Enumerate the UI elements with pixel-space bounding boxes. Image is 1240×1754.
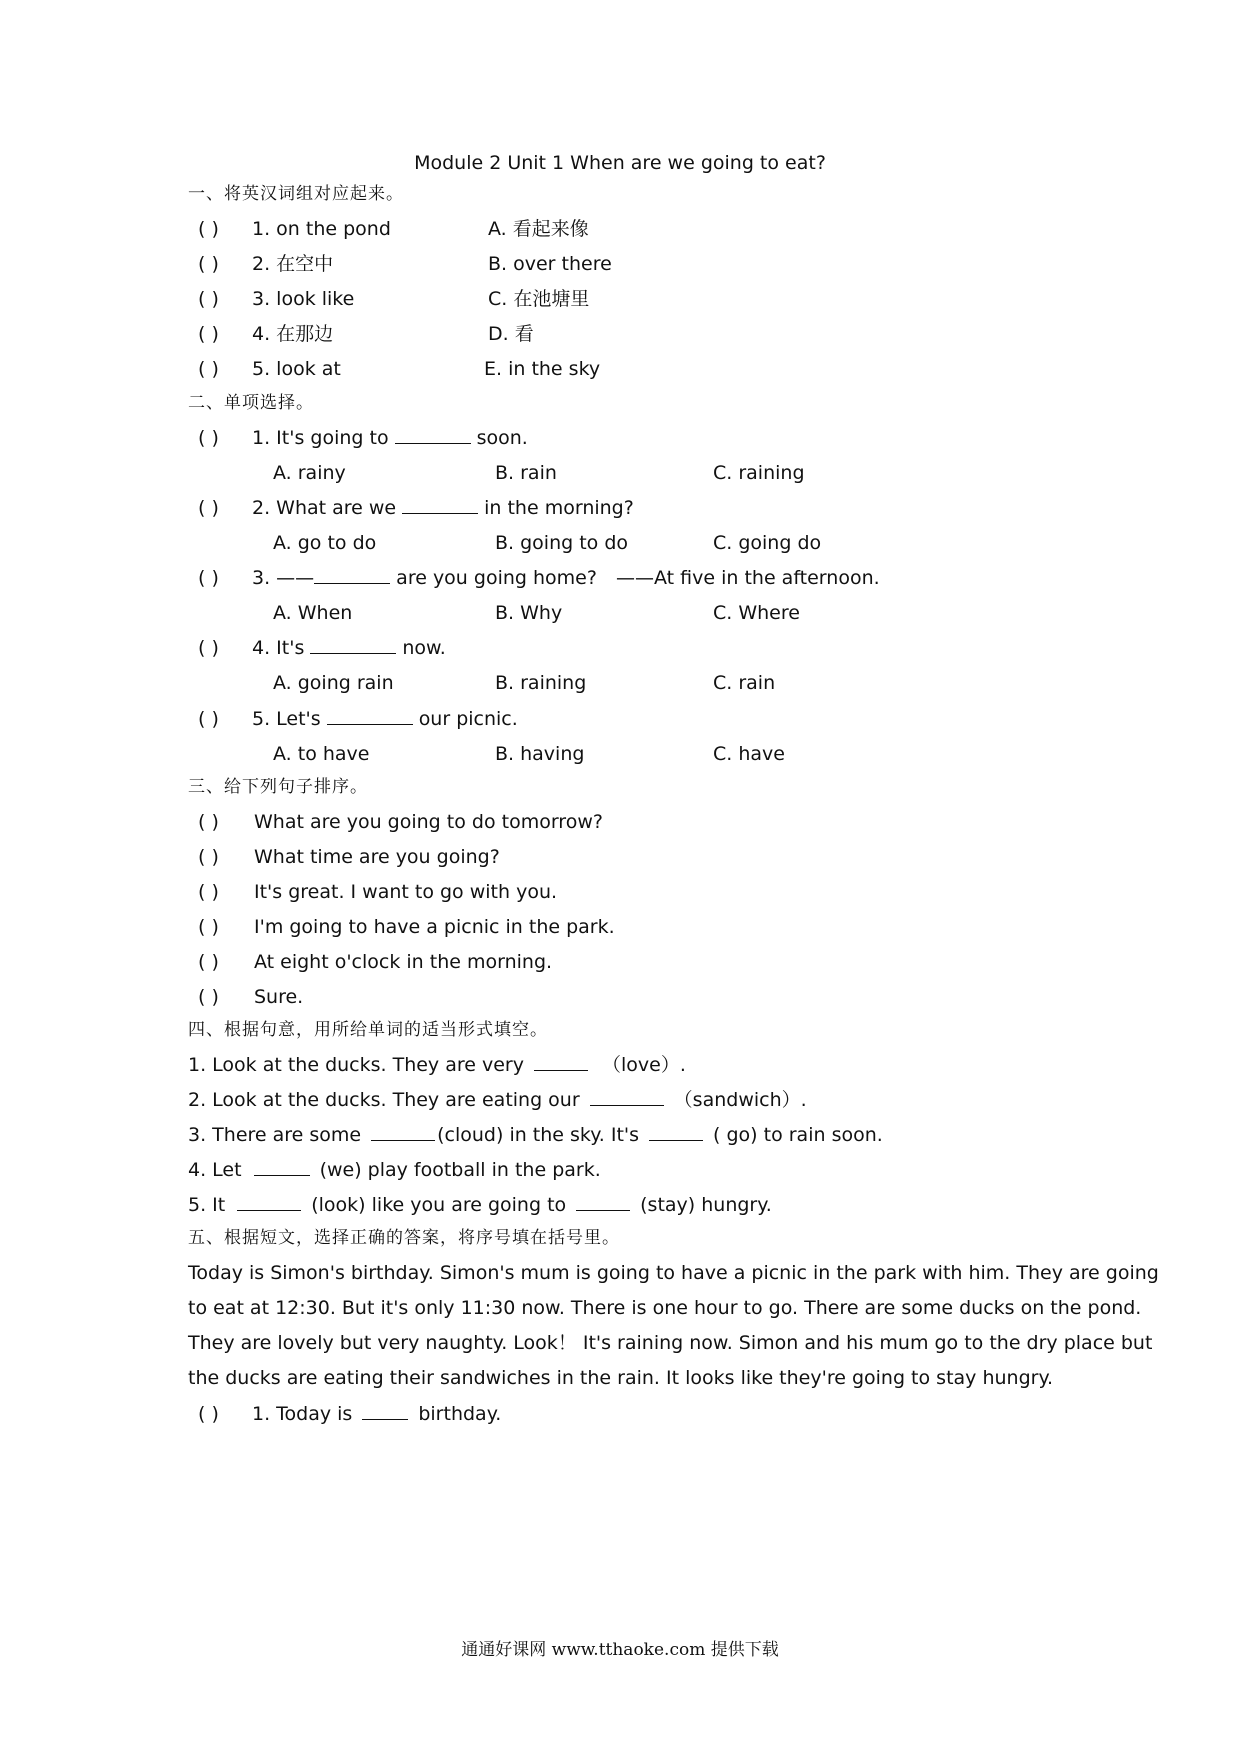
match-row-1 bbox=[198, 215, 219, 243]
question-5 bbox=[252, 705, 518, 733]
passage-line-1: Today is Simon's birthday. Simon's mum is going to have a picnic in the park with him. They are going bbox=[188, 1262, 1159, 1284]
option-a: A. When bbox=[273, 602, 353, 624]
order-sentence-3: It's great. I want to go with you. bbox=[254, 881, 558, 903]
fill-sentence-2 bbox=[188, 1086, 807, 1114]
answer-blank[interactable] bbox=[237, 1192, 301, 1211]
answer-paren: ( ) bbox=[198, 708, 219, 730]
section1-heading: 一、将英汉词组对应起来。 bbox=[188, 184, 404, 204]
sentence-text: ( go) to rain soon. bbox=[713, 1124, 883, 1146]
answer-blank[interactable] bbox=[314, 565, 390, 584]
option-c: C. raining bbox=[713, 462, 805, 484]
page-footer: 通通好课网 www.tthaoke.com 提供下载 bbox=[461, 1640, 779, 1660]
answer-paren: ( ) bbox=[198, 951, 219, 973]
answer-paren: ( ) bbox=[198, 288, 219, 310]
reading-question-1 bbox=[252, 1400, 501, 1428]
answer-blank[interactable] bbox=[310, 635, 396, 654]
section3-heading: 三、给下列句子排序。 bbox=[188, 777, 368, 797]
answer-paren: ( ) bbox=[198, 1403, 219, 1425]
question-text: now. bbox=[402, 637, 446, 659]
answer-blank[interactable] bbox=[327, 706, 413, 725]
question-text: our picnic. bbox=[418, 708, 518, 730]
sentence-text: 1. Look at the ducks. They are very bbox=[188, 1054, 524, 1076]
answer-blank[interactable] bbox=[402, 495, 478, 514]
sentence-text: 3. There are some bbox=[188, 1124, 362, 1146]
page-title: Module 2 Unit 1 When are we going to eat? bbox=[414, 152, 826, 174]
match-left-1: 1. on the pond bbox=[252, 218, 391, 240]
match-left-5: 5. look at bbox=[252, 358, 341, 380]
match-right-4: D. 看 bbox=[488, 323, 534, 345]
match-left-4: 4. 在那边 bbox=[252, 323, 334, 345]
option-b: B. raining bbox=[495, 672, 587, 694]
option-c: C. going do bbox=[713, 532, 822, 554]
option-a: A. rainy bbox=[273, 462, 346, 484]
sentence-text: 2. Look at the ducks. They are eating our bbox=[188, 1089, 580, 1111]
match-right-2: B. over there bbox=[488, 253, 612, 275]
question-text: 4. It's bbox=[252, 637, 305, 659]
answer-paren: ( ) bbox=[198, 358, 219, 380]
match-right-1: A. 看起来像 bbox=[488, 218, 589, 240]
option-b: B. Why bbox=[495, 602, 563, 624]
answer-paren: ( ) bbox=[198, 218, 219, 240]
match-left-2: 2. 在空中 bbox=[252, 253, 334, 275]
sentence-text: 4. Let bbox=[188, 1159, 242, 1181]
answer-blank[interactable] bbox=[371, 1122, 435, 1141]
answer-paren: ( ) bbox=[198, 497, 219, 519]
passage-line-3: They are lovely but very naughty. Look！ It's raining now. Simon and his mum go to the dry place but bbox=[188, 1332, 1153, 1354]
fill-sentence-4 bbox=[188, 1156, 601, 1184]
answer-blank[interactable] bbox=[254, 1157, 310, 1176]
sentence-text: 5. It bbox=[188, 1194, 226, 1216]
question-text: 3. —— bbox=[252, 567, 315, 589]
answer-paren: ( ) bbox=[198, 253, 219, 275]
question-3-reply: ——At five in the afternoon. bbox=[616, 567, 880, 589]
option-b: B. going to do bbox=[495, 532, 629, 554]
fill-sentence-5 bbox=[188, 1191, 772, 1219]
section4-heading: 四、根据句意，用所给单词的适当形式填空。 bbox=[188, 1020, 548, 1040]
order-sentence-2: What time are you going? bbox=[254, 846, 500, 868]
question-text: 5. Let's bbox=[252, 708, 321, 730]
option-c: C. have bbox=[713, 743, 785, 765]
sentence-text: （sandwich）. bbox=[673, 1089, 807, 1111]
option-a: A. going rain bbox=[273, 672, 394, 694]
question-text: 2. What are we bbox=[252, 497, 397, 519]
answer-blank[interactable] bbox=[576, 1192, 630, 1211]
answer-blank[interactable] bbox=[590, 1087, 664, 1106]
question-4 bbox=[252, 634, 446, 662]
match-right-5: E. in the sky bbox=[484, 358, 601, 380]
question-1 bbox=[252, 424, 528, 452]
option-c: C. Where bbox=[713, 602, 800, 624]
answer-blank[interactable] bbox=[362, 1401, 408, 1420]
section2-heading: 二、单项选择。 bbox=[188, 393, 314, 413]
passage-line-4: the ducks are eating their sandwiches in the rain. It looks like they're going to stay hungry. bbox=[188, 1367, 1054, 1389]
order-sentence-5: At eight o'clock in the morning. bbox=[254, 951, 553, 973]
question-text: birthday. bbox=[418, 1403, 502, 1425]
sentence-text: （love）. bbox=[601, 1054, 686, 1076]
sentence-text: (stay) hungry. bbox=[640, 1194, 772, 1216]
answer-blank[interactable] bbox=[649, 1122, 703, 1141]
question-text: soon. bbox=[476, 427, 528, 449]
answer-paren: ( ) bbox=[198, 986, 219, 1008]
answer-paren: ( ) bbox=[198, 637, 219, 659]
question-text: are you going home? bbox=[396, 567, 597, 589]
fill-sentence-1 bbox=[188, 1051, 686, 1079]
question-text: in the morning? bbox=[484, 497, 634, 519]
option-a: A. to have bbox=[273, 743, 370, 765]
section5-heading: 五、根据短文，选择正确的答案，将序号填在括号里。 bbox=[188, 1228, 620, 1248]
sentence-text: (we) play football in the park. bbox=[319, 1159, 601, 1181]
order-sentence-1: What are you going to do tomorrow? bbox=[254, 811, 603, 833]
answer-paren: ( ) bbox=[198, 427, 219, 449]
option-c: C. rain bbox=[713, 672, 776, 694]
question-text: 1. Today is bbox=[252, 1403, 353, 1425]
order-sentence-6: Sure. bbox=[254, 986, 304, 1008]
question-3 bbox=[252, 564, 597, 592]
answer-blank[interactable] bbox=[534, 1052, 588, 1071]
question-2 bbox=[252, 494, 634, 522]
match-left-3: 3. look like bbox=[252, 288, 355, 310]
passage-line-2: to eat at 12:30. But it's only 11:30 now. There is one hour to go. There are some ducks on the pond. bbox=[188, 1297, 1142, 1319]
question-text: 1. It's going to bbox=[252, 427, 389, 449]
match-right-3: C. 在池塘里 bbox=[488, 288, 590, 310]
answer-paren: ( ) bbox=[198, 881, 219, 903]
answer-paren: ( ) bbox=[198, 811, 219, 833]
answer-blank[interactable] bbox=[395, 425, 471, 444]
sentence-text: (look) like you are going to bbox=[311, 1194, 567, 1216]
option-a: A. go to do bbox=[273, 532, 377, 554]
option-b: B. rain bbox=[495, 462, 557, 484]
answer-paren: ( ) bbox=[198, 323, 219, 345]
sentence-text: (cloud) in the sky. It's bbox=[437, 1124, 640, 1146]
option-b: B. having bbox=[495, 743, 585, 765]
order-sentence-4: I'm going to have a picnic in the park. bbox=[254, 916, 615, 938]
answer-paren: ( ) bbox=[198, 567, 219, 589]
answer-paren: ( ) bbox=[198, 846, 219, 868]
answer-paren: ( ) bbox=[198, 916, 219, 938]
fill-sentence-3 bbox=[188, 1121, 883, 1149]
